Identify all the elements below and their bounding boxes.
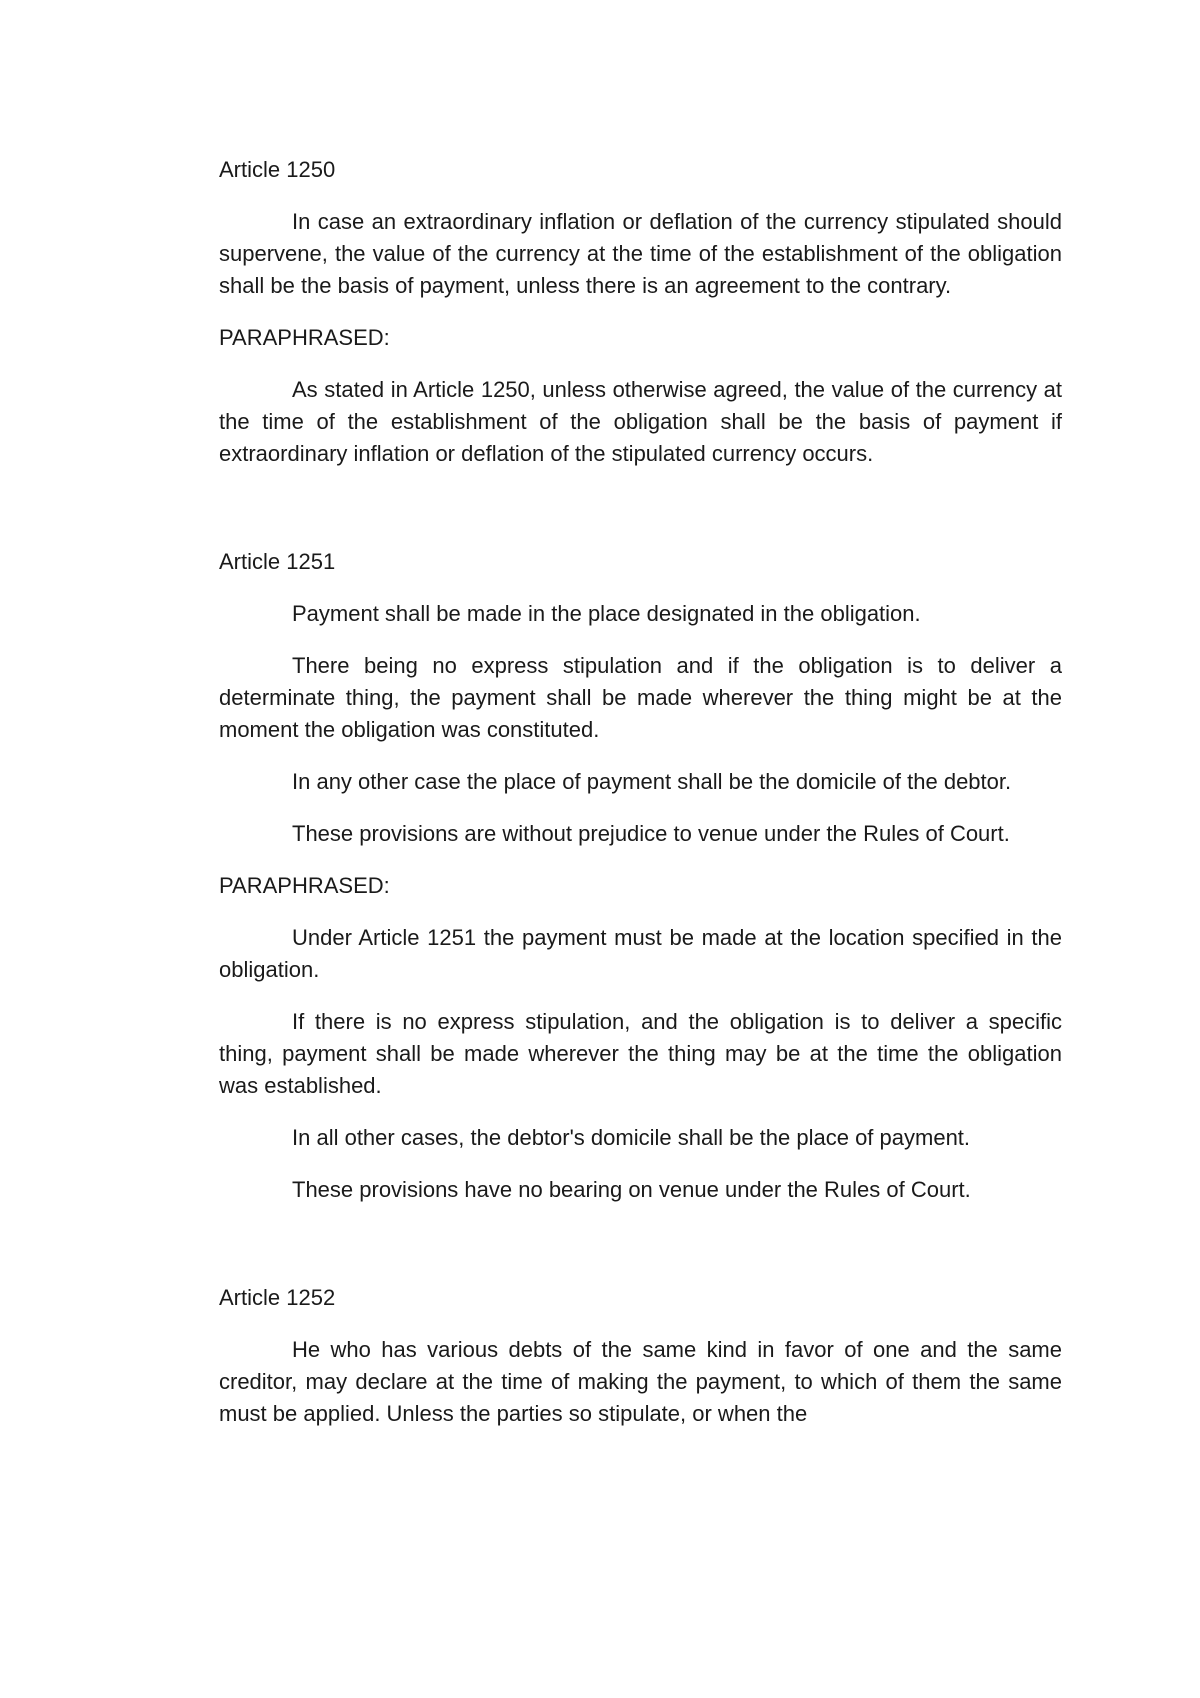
article-1251 — [219, 542, 1062, 1206]
paraphrased-paragraph: Under Article 1251 the payment must be made at the location specified in the obligation. — [219, 925, 1062, 982]
paraphrased-paragraph: As stated in Article 1250, unless otherwise agreed, the value of the currency at the time of the establishment of the obligation shall be the basis of payment if extraordinary inflation or deflation of the stipulated currency occurs. — [219, 377, 1062, 466]
paraphrased-label: PARAPHRASED: — [219, 325, 390, 350]
article-1250 — [219, 150, 1062, 470]
document-page — [219, 150, 1062, 1450]
article-heading: Article 1251 — [219, 549, 336, 574]
paraphrased-paragraph: If there is no express stipulation, and the obligation is to deliver a specific thing, payment shall be made wherever the thing may be at the time the obligation was established. — [219, 1009, 1062, 1098]
paraphrased-paragraph: These provisions have no bearing on venue under the Rules of Court. — [292, 1177, 971, 1202]
section-gap — [219, 1226, 1062, 1278]
article-paragraph: Payment shall be made in the place designated in the obligation. — [292, 601, 921, 626]
article-paragraph: There being no express stipulation and if the obligation is to deliver a determinate thing, the payment shall be made wherever the thing might be at the moment the obligation was constituted. — [219, 653, 1062, 742]
article-paragraph: He who has various debts of the same kind in favor of one and the same creditor, may declare at the time of making the payment, to which of them the same must be applied. Unless the parties so stipulate, or when the — [219, 1337, 1062, 1426]
article-paragraph: In any other case the place of payment shall be the domicile of the debtor. — [292, 769, 1012, 794]
article-paragraph: These provisions are without prejudice to venue under the Rules of Court. — [292, 821, 1010, 846]
article-heading: Article 1252 — [219, 1285, 336, 1310]
section-gap — [219, 490, 1062, 542]
article-1252 — [219, 1278, 1062, 1430]
article-paragraph: In case an extraordinary inflation or deflation of the currency stipulated should supervene, the value of the currency at the time of the establishment of the obligation shall be the basis of payment, unless there is an agreement to the contrary. — [219, 209, 1062, 298]
article-heading: Article 1250 — [219, 157, 336, 182]
paraphrased-paragraph: In all other cases, the debtor's domicile shall be the place of payment. — [292, 1125, 971, 1150]
paraphrased-label: PARAPHRASED: — [219, 873, 390, 898]
